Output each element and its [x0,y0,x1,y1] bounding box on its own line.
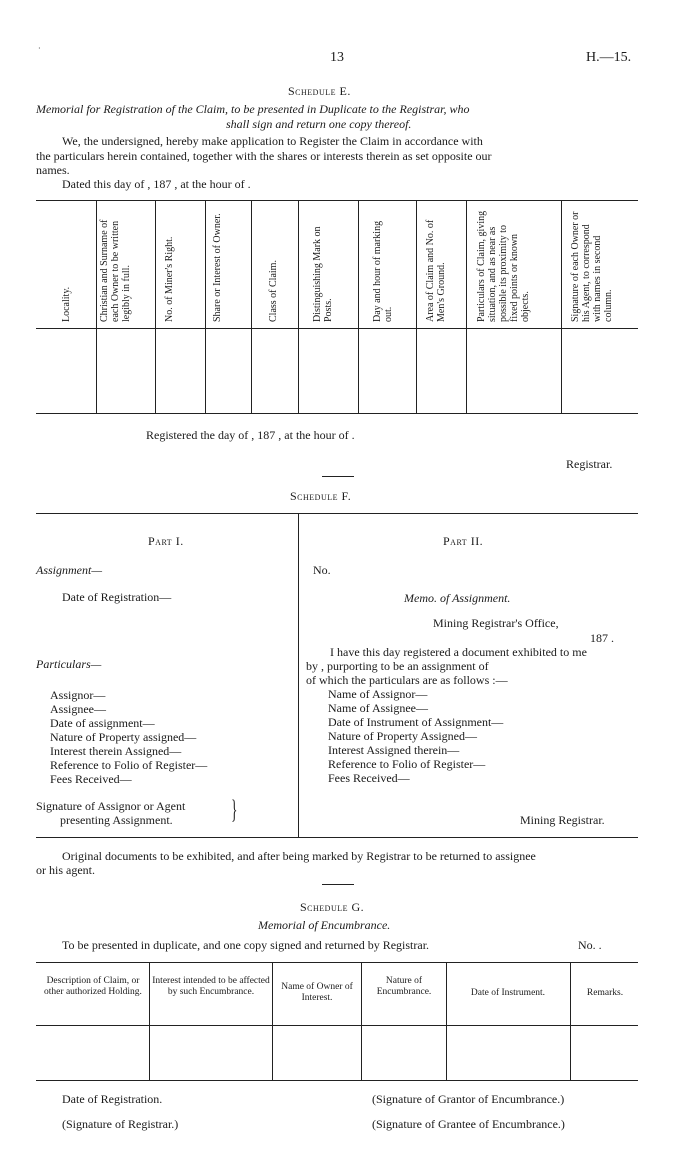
separator-rule [322,884,354,885]
part-2-item: Nature of Property Assigned— [328,729,477,743]
g-col-header-nature: Nature of Encumbrance. [376,976,432,997]
schedule-g-instruction: To be presented in duplicate, and one copy signed and returned by Registrar. [62,938,430,952]
speck-mark: · [38,44,41,53]
schedule-g-no: No. . [578,938,602,952]
schedule-e-title: Schedule E. [288,84,351,98]
col-header-class: Class of Claim. [268,260,279,322]
col-divider [96,200,97,413]
schedule-e-memorial-line-1: Memorial for Registration of the Claim, to be presented in Duplicate to the Registrar, who [36,102,470,116]
part-2-line-2: by , purporting to be an assignment of [306,659,489,673]
part-2-item: Reference to Folio of Register— [328,757,486,771]
schedule-f-note-line-1: Original documents to be exhibited, and after being marked by Registrar to be returned to assignee [62,849,536,863]
col-divider [361,962,362,1080]
part-2-signature: Mining Registrar. [520,813,605,827]
part-2-year: 187 . [590,631,614,645]
col-divider [272,962,273,1080]
part-1-item: Date of assignment— [50,716,155,730]
schedule-g-subtitle: Memorial of Encumbrance. [258,918,391,932]
part-2-item: Fees Received— [328,771,410,785]
schedule-g-date-registration: Date of Registration. [62,1092,163,1106]
g-col-header-interest: Interest intended to be affected by such Encumbrance. [152,976,270,997]
schedule-e-registrar: Registrar. [566,457,613,471]
part-1-item: Fees Received— [50,772,132,786]
part-2-item: Name of Assignee— [328,701,428,715]
separator-rule [322,476,354,477]
part-2-memo: Memo. of Assignment. [404,591,511,605]
col-header-miners-right: No. of Miner's Right. [164,236,175,322]
part-1-assignment: Assignment— [36,563,102,577]
g-col-header-date: Date of Instrument. [470,988,546,998]
col-divider [570,962,571,1080]
col-divider [251,200,252,413]
col-divider [416,200,417,413]
part-2-line-1: I have this day registered a document exhibited to me [330,645,587,659]
col-divider [298,200,299,413]
col-divider [155,200,156,413]
col-header-owner-name: Christian and Surname of each Owner to be written legibly in full. [99,219,132,322]
part-2-item: Date of Instrument of Assignment— [328,715,504,729]
part-2-item: Name of Assignor— [328,687,428,701]
part-1-item: Nature of Property assigned— [50,730,197,744]
schedule-g-signature-grantee: (Signature of Grantee of Encumbrance.) [372,1117,565,1131]
schedule-g-signature-grantor: (Signature of Grantor of Encumbrance.) [372,1092,565,1106]
schedule-e-body-line-1: We, the undersigned, hereby make application to Register the Claim in accordance with [62,134,483,148]
schedule-f-divider [298,513,299,837]
part-1-item: Assignee— [50,702,106,716]
schedule-g-signature-registrar: (Signature of Registrar.) [62,1117,179,1131]
part-1-item: Reference to Folio of Register— [50,758,208,772]
table-top-rule [36,200,638,201]
col-header-share: Share or Interest of Owner. [212,213,223,322]
table-bottom-rule [36,1080,638,1081]
schedule-g-title: Schedule G. [300,900,365,914]
brace-mark: } [231,795,238,824]
table-header-rule [36,1025,638,1026]
schedule-f-top-rule [36,513,638,514]
col-header-locality: Locality. [61,286,72,322]
part-1-item: Assignor— [50,688,106,702]
schedule-f-title: Schedule F. [290,489,352,503]
col-header-signature: Signature of each Owner or his Agent, to correspond with names in second column. [570,211,614,322]
col-divider [561,200,562,413]
schedule-e-registered-line: Registered the day of , 187 , at the hour of . [146,428,355,442]
col-header-day-hour: Day and hour of marking out. [372,220,394,322]
col-divider [446,962,447,1080]
part-1-signature-line-1: Signature of Assignor or Agent [36,799,186,813]
part-1-particulars: Particulars— [36,657,102,671]
schedule-f-bottom-rule [36,837,638,838]
schedule-f-note-line-2: or his agent. [36,863,95,877]
col-header-particulars: Particulars of Claim, giving situation, and as near as possible its proximity to fixed points or known objects. [476,210,531,322]
schedule-e-memorial-line-2: shall sign and return one copy thereof. [226,117,412,131]
part-1-signature-line-2: presenting Assignment. [60,813,173,827]
g-col-header-remarks: Remarks. [586,988,624,998]
col-divider [149,962,150,1080]
part-1-item: Interest therein Assigned— [50,744,182,758]
table-top-rule [36,962,638,963]
part-1-date-registration: Date of Registration— [62,590,172,604]
schedule-e-body-line-3: names. [36,163,70,177]
part-2-title: Part II. [443,534,484,548]
part-2-item: Interest Assigned therein— [328,743,460,757]
g-col-header-owner: Name of Owner of Interest. [281,982,353,1003]
part-2-office: Mining Registrar's Office, [433,616,559,630]
col-divider [205,200,206,413]
page-number: 13 [330,50,344,65]
g-col-header-description: Description of Claim, or other authorized Holding. [44,976,142,997]
col-divider [358,200,359,413]
document-reference: H.—15. [586,50,632,65]
schedule-e-body-line-2: the particulars herein contained, together with the shares or interests therein as set opposite our [36,149,492,163]
schedule-e-dated-line: Dated this day of , 187 , at the hour of . [62,177,251,191]
table-header-rule [36,328,638,329]
col-divider [466,200,467,413]
part-2-no: No. [313,563,331,577]
table-bottom-rule [36,413,638,414]
col-header-area: Area of Claim and No. of Men's Ground. [425,219,447,322]
part-1-title: Part I. [148,534,184,548]
part-2-line-3: of which the particulars are as follows :— [306,673,508,687]
col-header-mark: Distinguishing Mark on Posts. [312,226,334,322]
